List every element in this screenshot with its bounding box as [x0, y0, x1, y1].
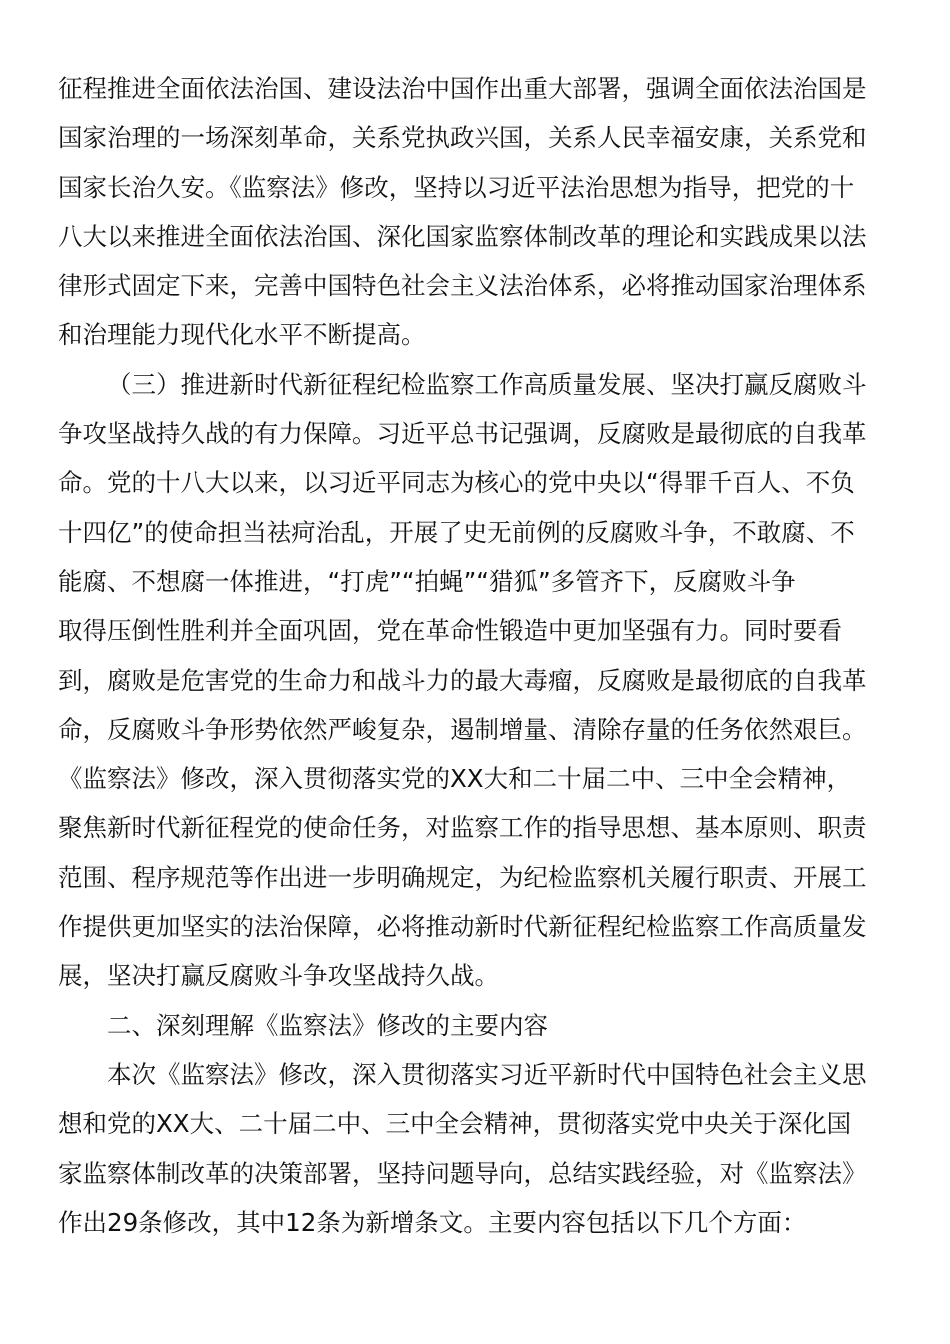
text-line: 本次《监察法》修改，深入贯彻落实习近平新时代中国特色社会主义思	[107, 1059, 867, 1089]
text-line: 作出29条修改，其中12条为新增条文。主要内容包括以下几个方面：	[58, 1207, 807, 1237]
text-line: 十四亿”的使命担当祛疴治乱，开展了史无前例的反腐败斗争，不敢腐、不	[58, 517, 855, 547]
text-line: 展，坚决打赢反腐败斗争攻坚战持久战。	[58, 961, 499, 991]
text-line: 到，腐败是危害党的生命力和战斗力的最大毒瘤，反腐败是最彻底的自我革	[58, 665, 867, 695]
text-line: 国家治理的一场深刻革命，关系党执政兴国，关系人民幸福安康，关系党和	[58, 123, 867, 153]
text-line: 取得压倒性胜利并全面巩固，党在革命性锻造中更加坚强有力。同时要看	[58, 616, 842, 646]
document-body	[58, 64, 878, 1247]
text-line: 家监察体制改革的决策部署，坚持问题导向，总结实践经验，对《监察法》	[58, 1158, 867, 1188]
text-line: 范围、程序规范等作出进一步明确规定，为纪检监察机关履行职责、开展工	[58, 862, 867, 892]
text-line: 征程推进全面依法治国、建设法治中国作出重大部署，强调全面依法治国是	[58, 74, 867, 103]
text-line: 律形式固定下来，完善中国特色社会主义法治体系，必将推动国家治理体系	[58, 271, 867, 301]
text-line: 想和党的XX大、二十届二中、三中全会精神，贯彻落实党中央关于深化国	[58, 1109, 852, 1139]
subsection-heading-line: （三）推进新时代新征程纪检监察工作高质量发展、坚决打赢反腐败斗	[107, 369, 867, 399]
text-line: 能腐、不想腐一体推进，“打虎”“拍蝇”“猎狐”多管齐下，反腐败斗争	[58, 566, 796, 596]
text-line: 国家长治久安。《监察法》修改，坚持以习近平法治思想为指导，把党的十	[58, 172, 855, 202]
text-line: 《监察法》修改，深入贯彻落实党的XX大和二十届二中、三中全会精神，	[58, 764, 852, 794]
text-line: 聚焦新时代新征程党的使命任务，对监察工作的指导思想、基本原则、职责	[58, 813, 867, 843]
text-line: 作提供更加坚实的法治保障，必将推动新时代新征程纪检监察工作高质量发	[58, 912, 867, 942]
section-heading: 二、深刻理解《监察法》修改的主要内容	[107, 1010, 548, 1040]
text-line: 和治理能力现代化水平不断提高。	[58, 320, 426, 350]
text-line: 争攻坚战持久战的有力保障。习近平总书记强调，反腐败是最彻底的自我革	[58, 419, 867, 449]
text-line: 命。党的十八大以来，以习近平同志为核心的党中央以“得罪千百人、不负	[58, 468, 855, 498]
text-line: 八大以来推进全面依法治国、深化国家监察体制改革的理论和实践成果以法	[58, 221, 867, 251]
text-line: 命，反腐败斗争形势依然严峻复杂，遏制增量、清除存量的任务依然艰巨。	[58, 714, 867, 744]
